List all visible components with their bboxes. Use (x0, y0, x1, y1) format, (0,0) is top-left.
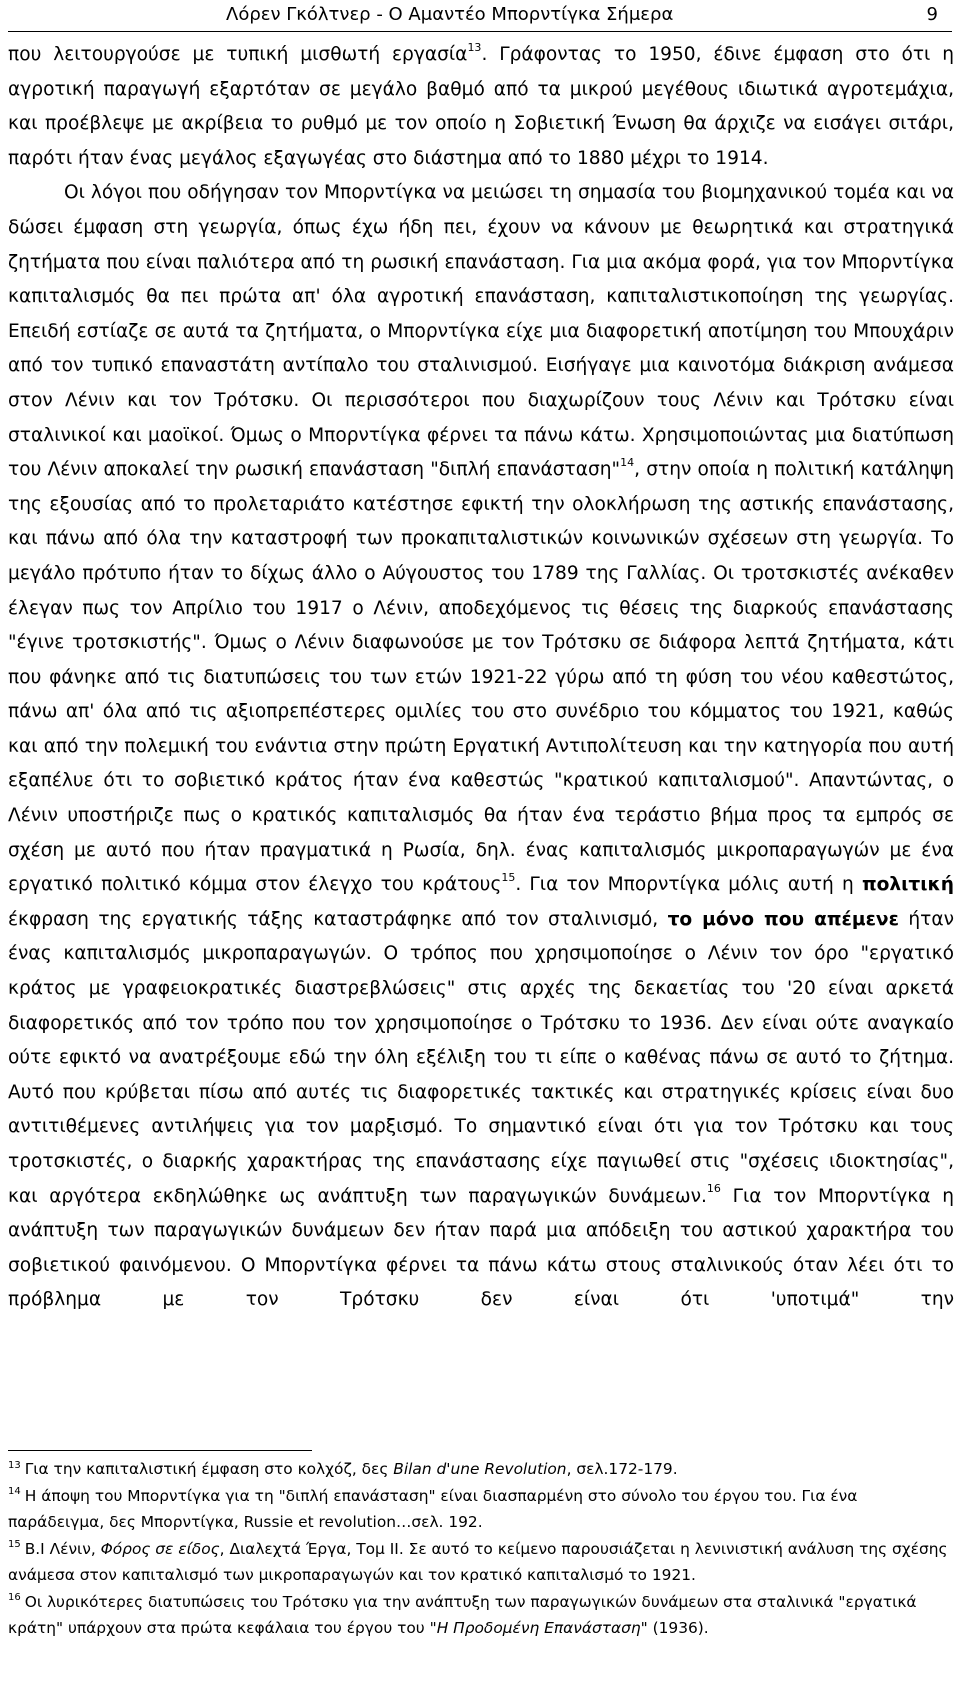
header-rule (8, 31, 952, 32)
footnote-ref-16[interactable]: 16 (706, 1182, 721, 1196)
footnote-ref-15[interactable]: 15 (501, 871, 516, 885)
running-title: Λόρεν Γκόλτνερ - Ο Αμαντέο Μπορντίγκα Σήμερα (226, 4, 674, 25)
page-number: 9 (926, 4, 938, 25)
footnote-rule (8, 1450, 312, 1451)
paragraph-2: Οι λόγοι που οδήγησαν τον Μπορντίγκα να μειώσει τη σημασία του βιομηχανικού τομέα και να δώσει έμφαση στη γεωργία, όπως έχω ήδη πει, έχουν να κάνουν με θεωρητικά και στρατηγικά ζητήματα που είναι παλιότερα από τη ρωσική επανάσταση. Για μια ακόμα φορά, για τον Μπορντίγκα καπιταλισμός θα πει πρώτα απ' όλα αγροτική επανάσταση, καπιταλιστικοποίηση της γεωργίας. Επειδή εστίαζε σε αυτά τα ζητήματα, ο Μπορντίγκα είχε μια διαφορετική αποτίμηση του Μπουχάριν από τον τυπικό επαναστάτη αντίπαλο του σταλινισμού. Εισήγαγε μια καινοτόμα διάκριση ανάμεσα στον Λένιν και τον Τρότσκυ. Οι περισσότεροι που διαχωρίζουν τους Λένιν και Τρότσκυ είναι σταλινικοί και μαοϊκοί. Όμως ο Μπορντίγκα φέρνει τα πάνω κάτω. Χρησιμοποιώντας μια διατύπωση του Λένιν αποκαλεί την ρωσική επανάσταση "διπλή επανάσταση"$^{14}$, στην οποία η πολιτική κατάληψη της εξουσίας από το προλεταριάτο κατέστησε εφικτή την ολοκλήρωση της αστικής επανάστασης, και πάνω από όλα την καταστροφή των προκαπιταλιστικών κοινωνικών σχέσεων στη γεωργία. Το μεγάλο πρότυπο ήταν το δίχως άλλο ο Αύγουστος του 1789 της Γαλλίας. Οι τροτσκιστές ανέκαθεν έλεγαν πως τον Απρίλιο του 1917 ο Λένιν, αποδεχόμενος τις θέσεις της διαρκούς επανάστασης "έγινε τροτσκιστής". Όμως ο Λένιν διαφωνούσε με τον Τρότσκυ σε διάφορα λεπτά ζητήματα, κάτι που φάνηκε από τις διατυπώσεις του των ετών 1921-22 γύρω από τη φύση του νέου καθεστώτος, πάνω απ' όλα από τις αξιοπρεπέστερες ομιλίες του στο συνέδριο του κόμματος του 1921, καθώς και από την πολεμική του ενάντια στην πρώτη Εργατική Αντιπολίτευση και την κατηγορία που αυτή εξαπέλυε ότι το σοβιετικό κράτος ήταν ένα καθεστώς "κρατικού καπιταλισμού". Απαντώντας, ο Λένιν υποστήριζε πως ο κρατικός καπιταλισμός θα ήταν ένα τεράστιο βήμα προς τα εμπρός σε σχέση με αυτό που ήταν πραγματικά η Ρωσία, δηλ. ένας καπιταλισμός μικροπαραγωγών με ένα εργατικό πολιτικό κόμμα στον έλεγχο του κράτους$^{15}$. Για τον Μπορντίγκα μόλις αυτή η πολιτική έκφραση της εργατικής τάξης καταστράφηκε από τον σταλινισμό, το μόνο που απέμενε ήταν ένας καπιταλισμός μικροπαραγωγών. Ο τρόπος που χρησιμοποίησε ο Λένιν τον όρο "εργατικό κράτος με γραφειοκρατικές διαστρεβλώσεις" στις αρχές της δεκαετίας του '20 είναι αρκετά διαφορετικός από τον τρόπο που τον χρησιμοποίησε ο Τρότσκυ το 1936. Δεν είναι ούτε αναγκαίο ούτε εφικτό να ανατρέξουμε εδώ την όλη εξέλιξη του τι είπε ο καθένας πάνω σε αυτό το ζήτημα. Αυτό που κρύβεται πίσω από αυτές τις διαφορετικές τακτικές και στρατηγικές κρίσεις είναι δυο αντιτιθέμενες αντιλήψεις για τον μαρξισμό. Το σημαντικό είναι ότι για τον Τρότσκυ και τους τροτσκιστές, ο διαρκής χαρακτήρας της επανάστασης είχε παγιωθεί στις "σχέσεις ιδιοκτησίας", και αργότερα εκδηλώθηκε ως ανάπτυξη των παραγωγικών δυνάμεων.$^{16}$ Για τον Μπορντίγκα η ανάπτυξη των παραγωγικών δυνάμεων δεν ήταν παρά μια απόδειξη του αστικού χαρακτήρα του σοβιετικού φαινόμενου. Ο Μπορντίγκα φέρνει τα πάνω κάτω στους σταλινικούς όταν λέει ότι το πρόβλημα με τον Τρότσκυ δεν είναι ότι 'υποτιμά" την (8, 182, 954, 1311)
footnote: $^{14}$ Η άποψη του Μπορντίγκα για τη "διπλή επανάσταση" είναι διασπαρμένη στο σύνολο του έργου του. Για ένα παράδειγμα, δες Μπορντίγκα, Russie et revolution…σελ. 192. (8, 1486, 858, 1531)
footnote-ref-14[interactable]: 14 (620, 455, 635, 469)
bold-emphasis: το μόνο που απέμενε (667, 908, 899, 930)
footnote: $^{16}$ Οι λυρικότερες διατυπώσεις του Τρότσκυ για την ανάπτυξη των παραγωγικών δυνάμεων στα σταλινικά "εργατικά κράτη" υπάρχουν στα πρώτα κεφάλαια του έργου του "Η Προδομένη Επανάσταση" (1936). (8, 1592, 917, 1637)
footnotes (8, 1456, 954, 1642)
footnote-ref-13[interactable]: 13 (467, 40, 482, 54)
footnote: $^{15}$ Β.Ι Λένιν, Φόρος σε είδος, Διαλεχτά Έργα, Τομ ΙΙ. Σε αυτό το κείμενο παρουσιάζεται η λενινιστική ανάλυση της σχέσης ανάμεσα στον καπιταλισμό των μικροπαραγωγών και τον κρατικό καπιταλισμό το 1921. (8, 1539, 948, 1584)
paragraph-1: που λειτουργούσε με τυπική μισθωτή εργασία$^{13}$. Γράφοντας το 1950, έδινε έμφαση στο ότι η αγροτική παραγωγή εξαρτόταν σε μεγάλο βαθμό από τα μικρού μεγέθους ιδιωτικά αγροτεμάχια, και προέβλεψε με ακρίβεια το ρυθμό με τον οποίο η Σοβιετική Ένωση θα άρχιζε να εισάγει σιτάρι, παρότι ήταν ένας μεγάλος εξαγωγέας στο διάστημα από το 1880 μέχρι το 1914. (8, 40, 954, 169)
page-header (0, 0, 960, 30)
footnote: $^{13}$ Για την καπιταλιστική έμφαση στο κολχόζ, δες Bilan d'une Revolution, σελ.172-179. (8, 1459, 678, 1478)
bold-emphasis: πολιτική (861, 874, 954, 896)
body-text (8, 38, 954, 1318)
